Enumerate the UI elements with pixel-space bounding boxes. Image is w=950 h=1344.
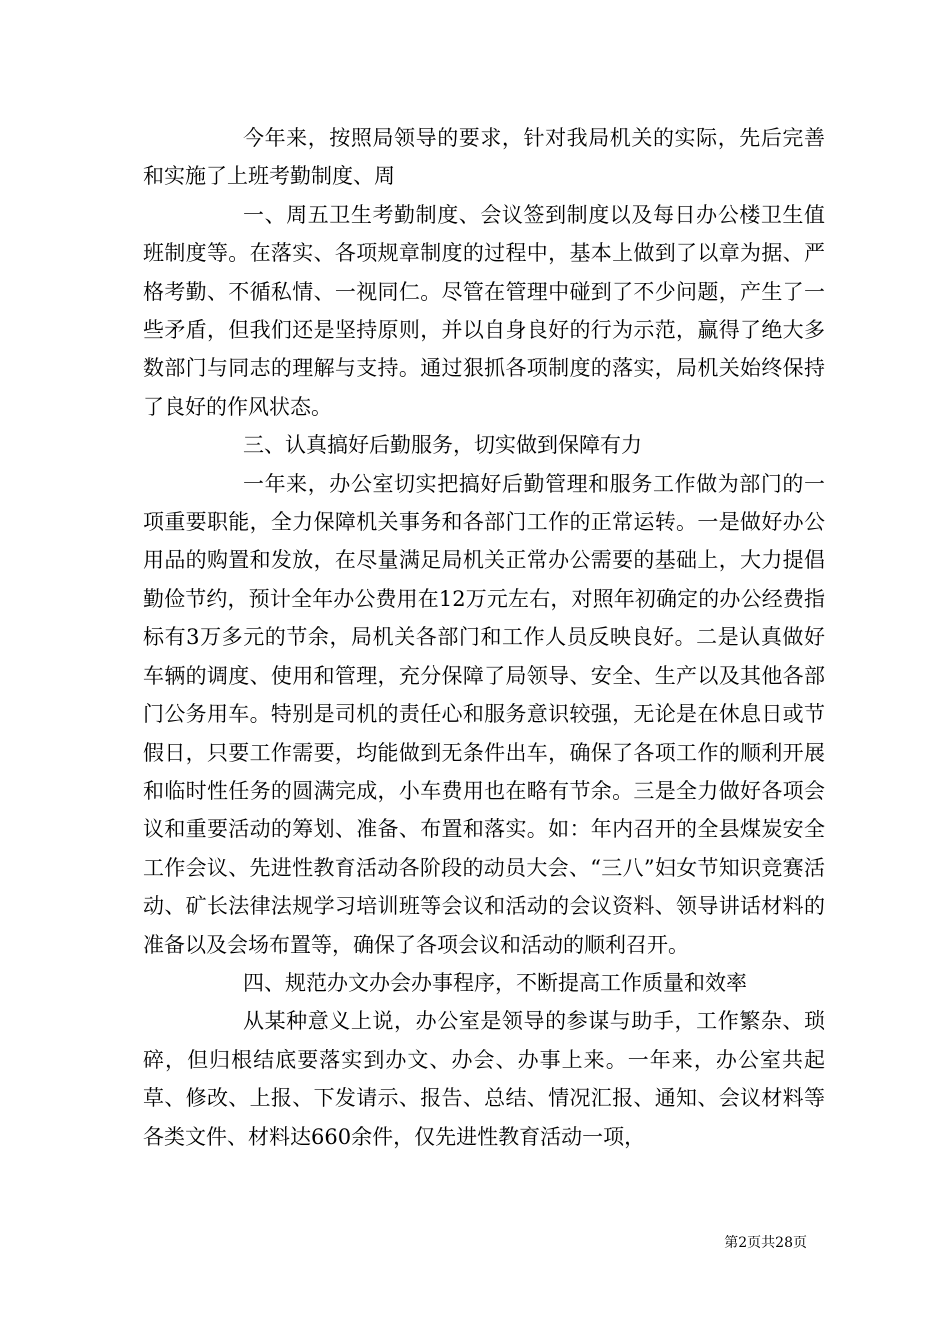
paragraph-rules: 一、周五卫生考勤制度、会议签到制度以及每日办公楼卫生值班制度等。在落实、各项规章制度的过程中，基本上做到了以章为据、严格考勤、不循私情、一视同仁。尽管在管理中碰到了不少问题，产生了一些矛盾，但我们还是坚持原则，并以自身良好的行为示范，赢得了绝大多数部门与同志的理解与支持。通过狠抓各项制度的落实，局机关始终保持了良好的作风状态。 [143, 202, 825, 419]
paragraph-documents: 从某种意义上说，办公室是领导的参谋与助手，工作繁杂、琐碎，但归根结底要落实到办文、办会、办事上来。一年来，办公室共起草、修改、上报、下发请示、报告、总结、情况汇报、通知、会议材料等各类文件、材料达660余件，仅先进性教育活动一项， [143, 1009, 825, 1149]
section-heading-3: 三、认真搞好后勤服务，切实做到保障有力 [243, 433, 642, 458]
page-number-footer: 第2页共28页 [724, 1235, 807, 1251]
document-body [143, 119, 825, 1156]
paragraph-logistics: 一年来，办公室切实把搞好后勤管理和服务工作做为部门的一项重要职能，全力保障机关事务和各部门工作的正常运转。一是做好办公用品的购置和发放，在尽量满足局机关正常办公需要的基础上，大力提倡勤俭节约，预计全年办公费用在12万元左右，对照年初确定的办公经费指标有3万多元的节余，局机关各部门和工作人员反映良好。二是认真做好车辆的调度、使用和管理，充分保障了局领导、安全、生产以及其他各部门公务用车。特别是司机的责任心和服务意识较强，无论是在休息日或节假日，只要工作需要，均能做到无条件出车，确保了各项工作的顺利开展和临时性任务的圆满完成，小车费用也在略有节余。三是全力做好各项会议和重要活动的筹划、准备、布置和落实。如：年内召开的全县煤炭安全工作会议、先进性教育活动各阶段的动员大会、“三八”妇女节知识竞赛活动、矿长法律法规学习培训班等会议和活动的会议资料、领导讲话材料的准备以及会场布置等，确保了各项会议和活动的顺利召开。 [143, 471, 825, 957]
paragraph-intro: 今年来，按照局领导的要求，针对我局机关的实际，先后完善和实施了上班考勤制度、周 [143, 126, 825, 189]
section-heading-4: 四、规范办文办会办事程序，不断提高工作质量和效率 [243, 970, 747, 995]
